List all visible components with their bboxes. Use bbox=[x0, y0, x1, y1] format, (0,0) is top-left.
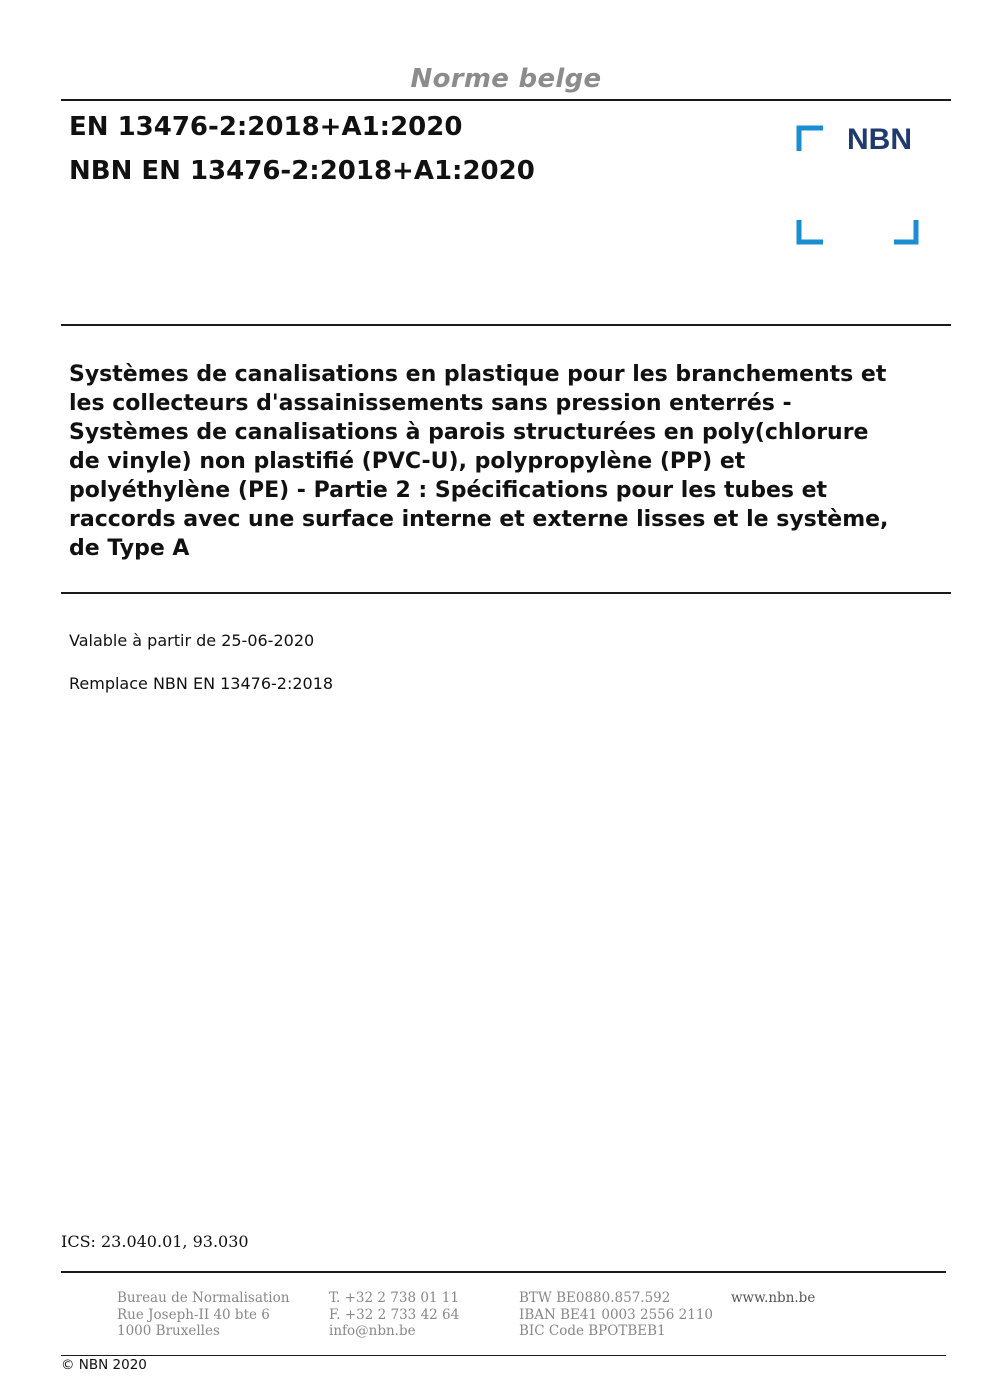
valid-from-date: Valable à partir de 25-06-2020 bbox=[69, 631, 315, 650]
nbn-logo bbox=[790, 118, 930, 253]
website-link[interactable]: www.nbn.be bbox=[731, 1290, 816, 1306]
footer-address-line: Rue Joseph-II 40 bte 6 bbox=[117, 1306, 270, 1323]
footer-top-divider bbox=[61, 1271, 946, 1273]
title-line: de vinyle) non plastifié (PVC-U), polypropylène (PP) et bbox=[69, 449, 746, 474]
footer-contact bbox=[329, 1290, 459, 1340]
footer-address-line: Bureau de Normalisation bbox=[117, 1290, 290, 1306]
footer-address bbox=[117, 1290, 289, 1340]
footer-website[interactable] bbox=[731, 1290, 815, 1307]
copyright-notice: © NBN 2020 bbox=[61, 1357, 147, 1373]
nbn-logo-mark bbox=[790, 118, 930, 253]
nbn-standard-code: NBN EN 13476-2:2018+A1:2020 bbox=[69, 156, 535, 186]
footer-banking bbox=[519, 1290, 713, 1340]
footer-iban: IBAN BE41 0003 2556 2110 bbox=[519, 1306, 714, 1323]
en-standard-code: EN 13476-2:2018+A1:2020 bbox=[69, 112, 463, 142]
footer-bottom-divider bbox=[61, 1355, 946, 1356]
title-line: Systèmes de canalisations à parois structurées en poly(chlorure bbox=[69, 420, 869, 445]
replaces-standard: Remplace NBN EN 13476-2:2018 bbox=[69, 674, 334, 693]
footer-bic: BIC Code BPOTBEB1 bbox=[519, 1323, 666, 1339]
title-line: polyéthylène (PE) - Partie 2 : Spécifications pour les tubes et bbox=[69, 478, 828, 503]
footer-email[interactable]: info@nbn.be bbox=[329, 1323, 416, 1339]
document-title bbox=[69, 360, 949, 563]
title-line: les collecteurs d'assainissements sans pression enterrés - bbox=[69, 391, 792, 416]
title-divider bbox=[61, 592, 951, 594]
ics-codes: ICS: 23.040.01, 93.030 bbox=[61, 1232, 249, 1251]
header-divider bbox=[61, 324, 951, 326]
title-line: de Type A bbox=[69, 536, 190, 561]
title-line: Systèmes de canalisations en plastique pour les branchements et bbox=[69, 362, 887, 387]
footer-address-line: 1000 Bruxelles bbox=[117, 1323, 220, 1339]
footer-fax: F. +32 2 733 42 64 bbox=[329, 1306, 460, 1323]
standard-type-label: Norme belge bbox=[410, 64, 602, 94]
title-line: raccords avec une surface interne et externe lisses et le système, bbox=[69, 507, 889, 532]
top-divider bbox=[61, 99, 951, 101]
footer-phone: T. +32 2 738 01 11 bbox=[329, 1290, 459, 1306]
logo-text: NBN bbox=[847, 123, 912, 156]
footer-vat: BTW BE0880.857.592 bbox=[519, 1290, 671, 1306]
